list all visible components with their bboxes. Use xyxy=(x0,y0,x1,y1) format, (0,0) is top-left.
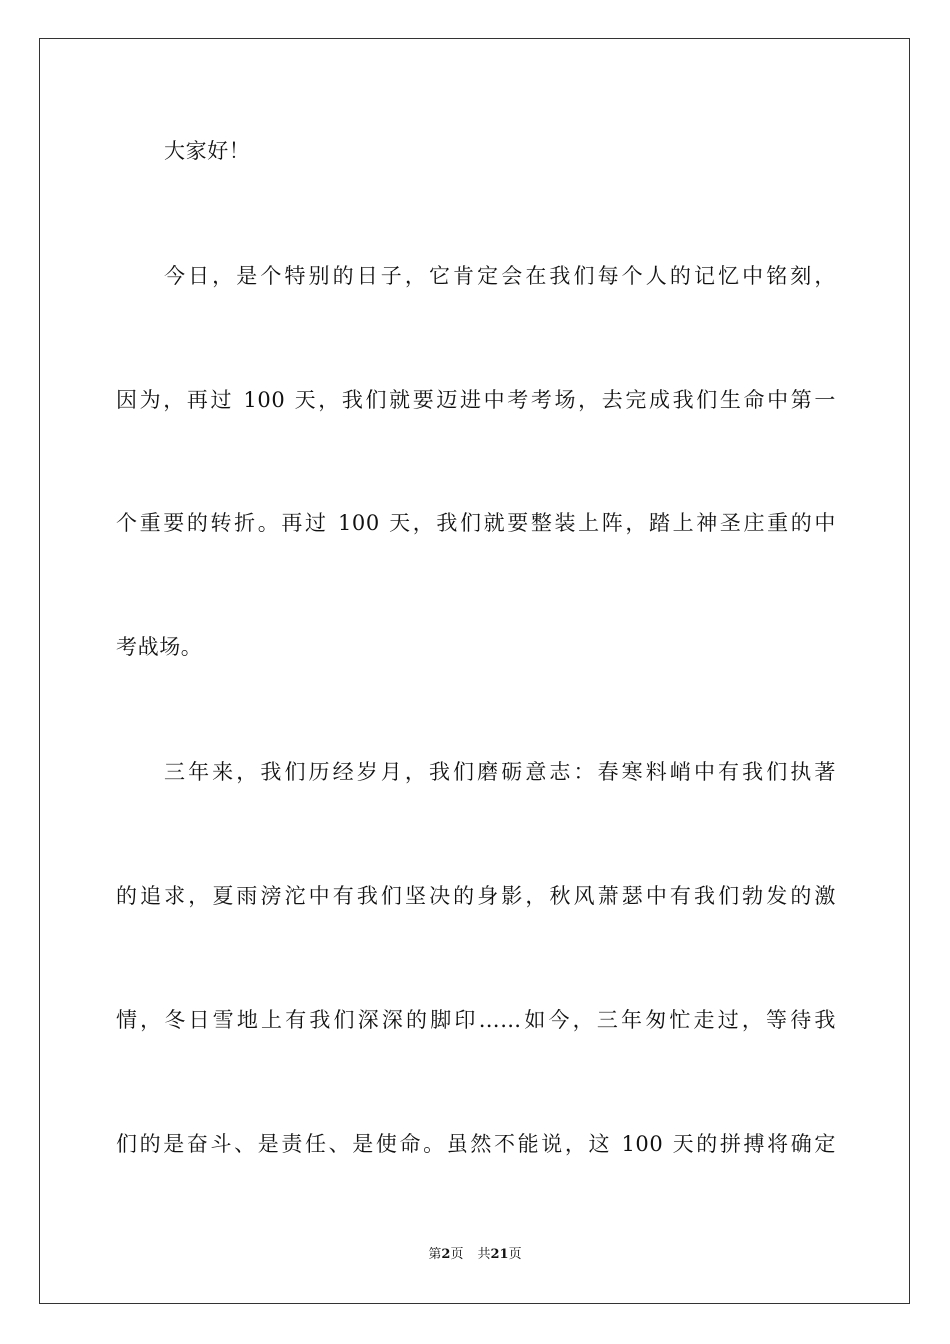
paragraph-2-line-3: 情，冬日雪地上有我们深深的脚印……如今，三年匆忙走过，等待我 xyxy=(116,1008,836,1032)
paragraph-1-line-2: 因为，再过 100 天，我们就要迈进中考考场，去完成我们生命中第一 xyxy=(116,388,836,412)
page-prefix: 第 xyxy=(428,1247,442,1262)
total-prefix: 共 xyxy=(477,1247,491,1262)
paragraph-1-line-4: 考战场。 xyxy=(116,635,203,659)
page-number: 2 xyxy=(441,1247,451,1262)
greeting-line: 大家好！ xyxy=(164,139,251,163)
paragraph-2-line-2: 的追求，夏雨滂沱中有我们坚决的身影，秋风萧瑟中有我们勃发的激 xyxy=(116,884,836,908)
page-suffix: 页 xyxy=(450,1247,464,1262)
total-suffix: 页 xyxy=(508,1247,522,1262)
paragraph-1-line-1: 今日，是个特别的日子，它肯定会在我们每个人的记忆中铭刻， xyxy=(164,264,836,288)
paragraph-1-line-3: 个重要的转折。再过 100 天，我们就要整装上阵，踏上神圣庄重的中 xyxy=(116,511,836,535)
total-pages: 21 xyxy=(490,1247,509,1262)
paragraph-2-line-4: 们的是奋斗、是责任、是使命。虽然不能说，这 100 天的拼搏将确定 xyxy=(116,1132,836,1156)
page-border xyxy=(39,38,910,1304)
page-footer xyxy=(0,1246,950,1264)
paragraph-2-line-1: 三年来，我们历经岁月，我们磨砺意志：春寒料峭中有我们执著 xyxy=(164,760,836,784)
